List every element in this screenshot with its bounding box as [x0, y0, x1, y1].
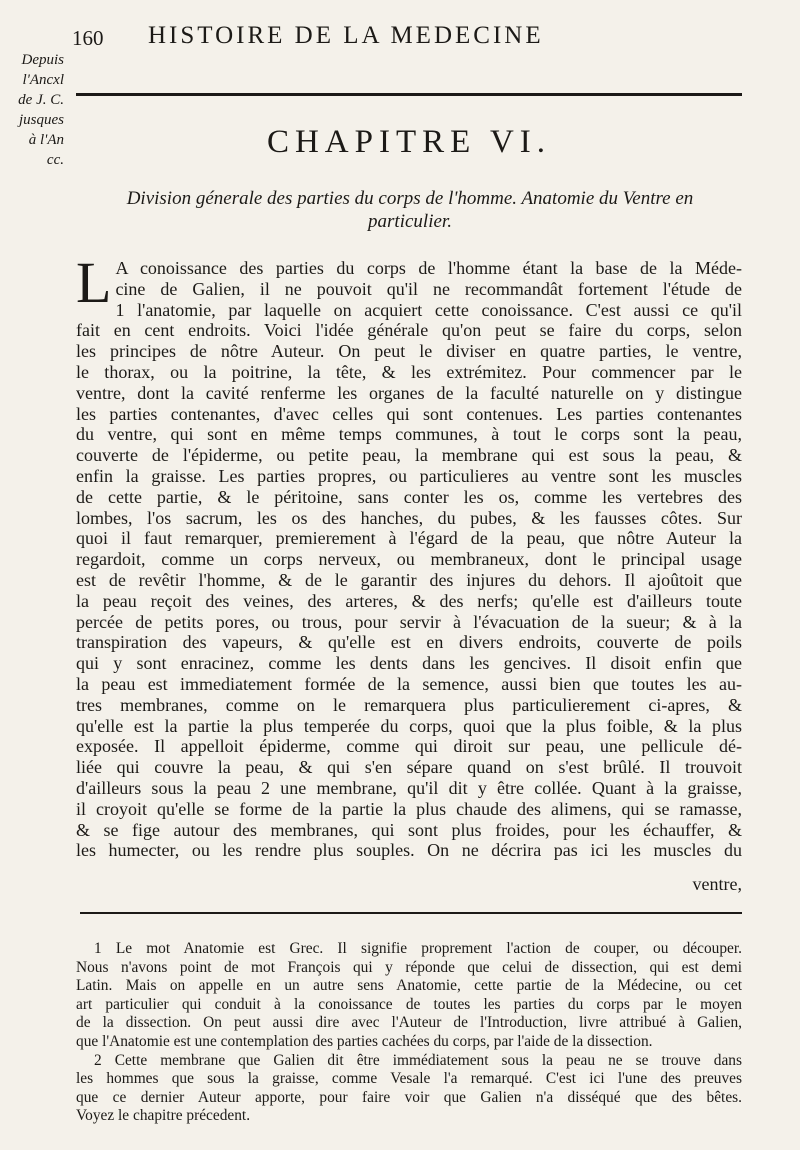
body-line: il croyoit qu'elle se forme de la partie la plus chaude des alimens, qui se ramasse, [76, 798, 742, 819]
body-line: de cette partie, & le péritoine, sans conter les os, comme les vertebres des [76, 486, 742, 507]
footnote-rule [80, 912, 742, 914]
header-rule [76, 93, 742, 96]
footnote-line: art particulier qui conduit à la conoissance de toutes les parties du corps par le moyen [76, 995, 742, 1013]
body-line: lombes, l'os sacrum, les os des hanches, du pubes, & les fausses côtes. Sur [76, 507, 742, 528]
drop-capital: L [76, 250, 112, 315]
catchword: ventre, [692, 874, 742, 894]
body-line: quoi il faut remarquer, premierement à l'égard de la peau, que nôtre Auteur la [76, 528, 742, 549]
footnote-line: les hommes que sous la graisse, comme Vesale l'a remarqué. C'est ici l'une des preuves [76, 1070, 742, 1088]
body-line: ventre, dont la cavité renferme les organes de la faculté naturelle on y distingue [76, 382, 742, 403]
body-line: cine de Galien, il ne pouvoit qu'il ne recommandât fortement l'étude de [115, 278, 742, 299]
footnote-line: que ce dernier Auteur apporte, pour faire voir que Galien n'a disséqué que des bêtes. [76, 1088, 742, 1106]
body-line: transpiration des vapeurs, & qu'elle est en divers endroits, couverte de poils [76, 632, 742, 653]
margin-note-line: de J. C. [18, 92, 64, 108]
footnote-line: Voyez le chapitre précedent. [76, 1107, 251, 1125]
body-line: les parties contenantes, d'avec celles qui sont contenues. Les parties contenantes [76, 403, 742, 424]
main-text [76, 250, 742, 861]
body-line: les humecter, ou les rendre plus souples. On ne décrira pas ici les muscles du [76, 840, 742, 861]
footnote-line: de la dissection. On peut aussi dire avec l'Auteur de l'Introduction, livre attribué à Galien, [76, 1014, 742, 1032]
body-line: tres membranes, comme on le remarquera plus particulierement ci-apres, & [76, 694, 742, 715]
body-line: percée de petits pores, ou trous, pour servir à l'évacuation de la sueur; & à la [76, 611, 742, 632]
body-line: & se fige autour des membranes, qui sont plus froides, pour les échauffer, & [76, 819, 742, 840]
body-line: du ventre, qui sont en même temps communes, à tout le corps sont la peau, [76, 424, 742, 445]
body-line: exposée. Il appelloit épiderme, comme qui diroit sur peau, une pellicule dé- [76, 736, 742, 757]
body-line: fait en cent endroits. Voici l'idée générale qu'on peut se faire du corps, selon [76, 320, 742, 341]
chapter-title: CHAPITRE VI. [266, 124, 552, 160]
body-line: qu'elle est la partie la plus temperée du corps, quoi que la plus foible, & la plus [76, 715, 742, 736]
body-line: qui y sont enracinez, comme les dents dans les gencives. Il disoit enfin que [76, 653, 742, 674]
body-line: regardoit, comme un corps nerveux, ou membraneux, dont le principal usage [76, 549, 742, 570]
body-line: d'ailleurs sous la peau 2 une membrane, qu'il dit y être collée. Quant à la graisse, [76, 777, 742, 798]
body-lines [76, 250, 742, 861]
footnotes [76, 940, 742, 1126]
margin-note-line: cc. [46, 152, 64, 168]
running-head-title: HISTOIRE DE LA MEDECINE [148, 22, 544, 49]
body-line: le thorax, ou la poitrine, la tête, & les extrémitez. Pour commencer par le [76, 361, 742, 382]
footnote-line: Latin. Mais on appelle en un autre sens Anatomie, cette partie de la Médecine, ou cet [76, 977, 742, 995]
margin-note-line: jusques [19, 112, 64, 128]
chapter-subtitle: Division génerale des parties du corps de l'homme. Anatomie du Ventre en particulier. [126, 188, 694, 232]
margin-note-line: à l'An [28, 132, 64, 148]
body-line: 1 l'anatomie, par laquelle on acquiert cette conoissance. C'est aussi ce qu'il [115, 299, 742, 320]
body-line: couverte de l'épiderme, ou petite peau, la membrane qui est sous la peau, & [76, 445, 742, 466]
body-line: est de revêtir l'homme, & de le garantir des injures du dehors. Il ajoûtoit que [76, 569, 742, 590]
margin-note-line: l'Ancxl [22, 72, 64, 88]
page-number: 160 [72, 26, 104, 50]
footnote-line: que l'Anatomie est une contemplation des parties cachées du corps, par l'aide de la dissection. [76, 1032, 653, 1050]
body-line: les principes de nôtre Auteur. On peut le diviser en quatre parties, le ventre, [76, 341, 742, 362]
body-line: enfin la graisse. Les parties propres, ou particulieres au ventre sont les muscles [76, 465, 742, 486]
running-head [72, 22, 742, 54]
footnote-line: Nous n'avons point de mot François qui y réponde que celui de dissection, qui est demi [76, 958, 742, 976]
margin-note-line: Depuis [21, 52, 64, 68]
body-line: A conoissance des parties du corps de l'homme étant la base de la Méde- [115, 258, 742, 278]
footnote-line: 2 Cette membrane que Galien dit être immédiatement sous la peau ne se trouve dans [94, 1051, 742, 1069]
footnote-line: 1 Le mot Anatomie est Grec. Il signifie proprement l'action de couper, ou découper. [94, 940, 742, 957]
body-line: la peau est immediatement formée de la semence, aussi bien que toutes les au- [76, 673, 742, 694]
body-line: la peau reçoit des veines, des arteres, & des nerfs; qu'elle est d'ailleurs toute [76, 590, 742, 611]
body-line: liée qui couvre la peau, & qui s'en sépare quand on s'est brûlé. Il trouvoit [76, 757, 742, 778]
margin-note [6, 50, 64, 170]
